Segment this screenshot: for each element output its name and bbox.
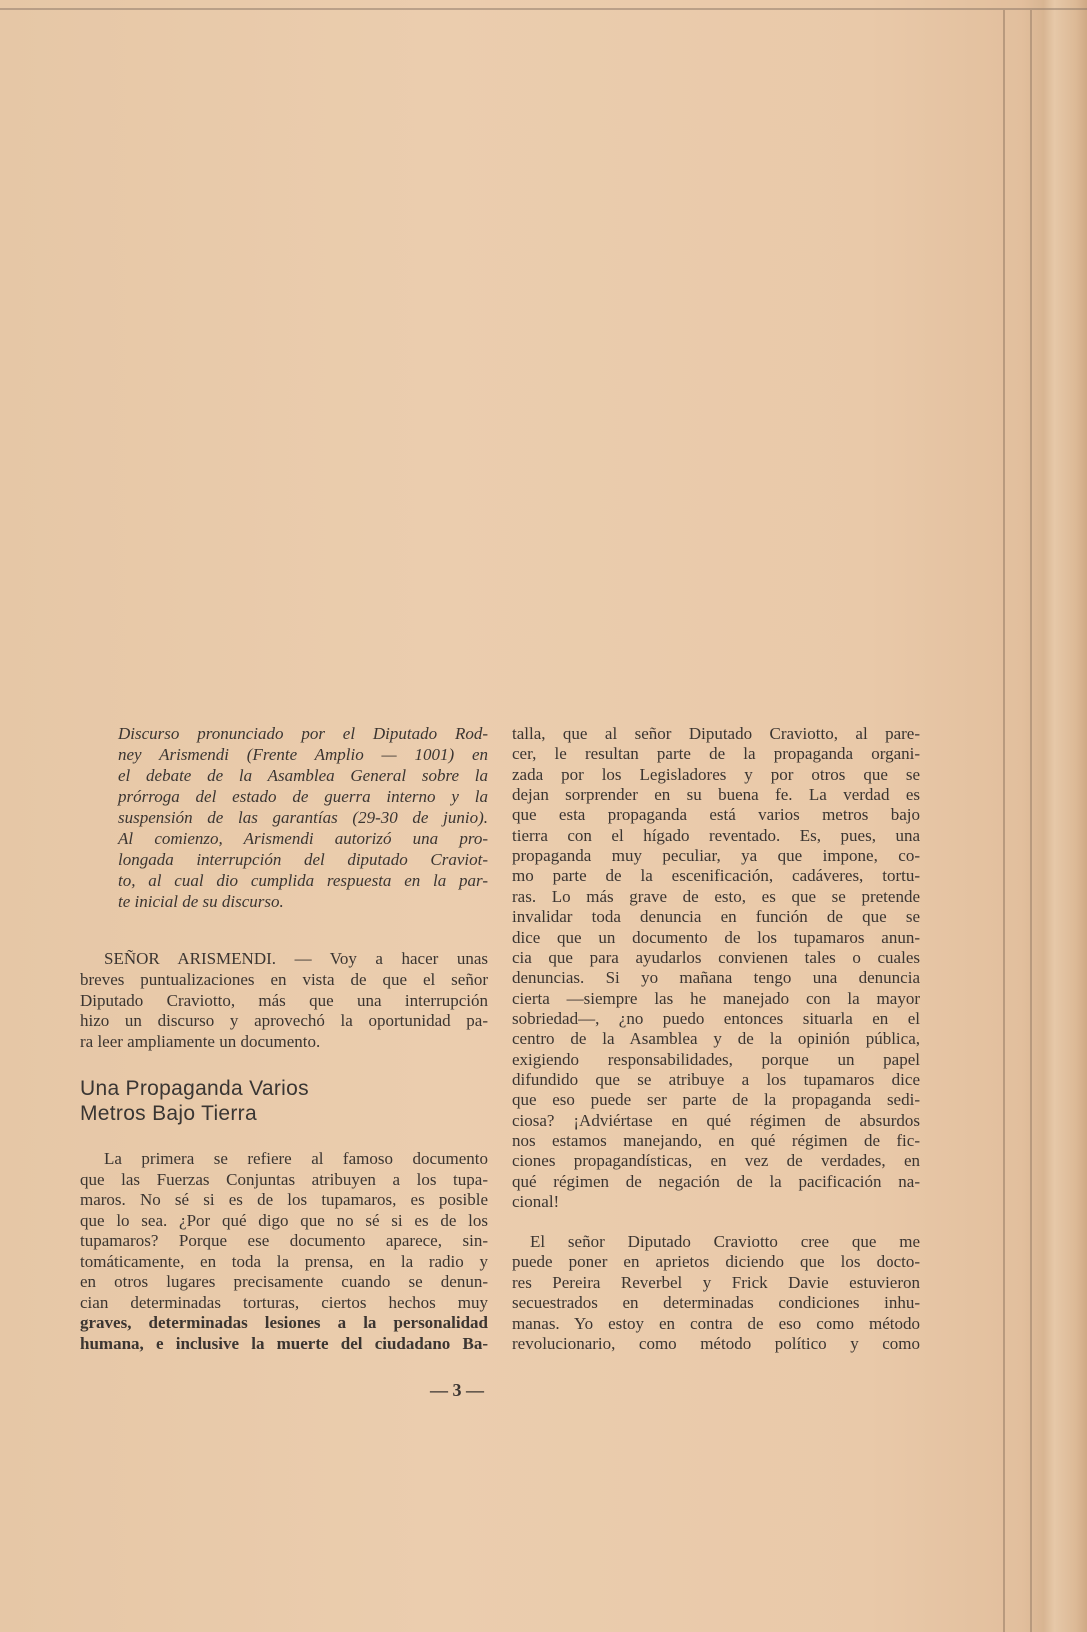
paragraph-line: SEÑOR ARISMENDI. — Voy a hacer unas	[104, 949, 488, 968]
paragraph-line: ciones propagandísticas, en vez de verdades, en	[512, 1151, 920, 1171]
paragraph-line: secuestrados en determinadas condiciones inhu-	[512, 1293, 920, 1313]
paragraph-line: en otros lugares precisamente cuando se denun-	[80, 1272, 488, 1291]
paragraph-line: cia que para ayudarlos convienen tales o cuales	[512, 947, 920, 967]
paragraph-line: nos estamos manejando, en qué régimen de fic-	[512, 1131, 920, 1150]
paragraph-line: sobriedad—, ¿no puedo entonces situarla en el	[512, 1008, 920, 1028]
paragraph-line: zada por los Legisladores y por otros que se	[512, 764, 920, 784]
intro-line: Al comienzo, Arismendi autorizó una pro-	[118, 829, 488, 848]
paragraph-line: revolucionario, como método político y como	[512, 1334, 920, 1353]
paragraph-line: La primera se refiere al famoso documento	[104, 1149, 488, 1168]
paragraph-line: hizo un discurso y aprovechó la oportunidad pa-	[80, 1011, 488, 1031]
paragraph-line: que eso puede ser parte de la propaganda sedi-	[512, 1090, 920, 1110]
paragraph-line: ra leer ampliamente un documento.	[80, 1032, 321, 1052]
paragraph-line: difundido que se atribuye a los tupamaros dice	[512, 1069, 920, 1089]
section-heading-line-2: Metros Bajo Tierra	[80, 1102, 257, 1125]
paragraph-line: maros. No sé si es de los tupamaros, es posible	[80, 1190, 488, 1209]
paragraph-line: cian determinadas torturas, ciertos hechos muy	[80, 1292, 488, 1312]
paragraph-line: dejan sorprender en su buena fe. La verdad es	[512, 785, 920, 805]
paragraph-line: res Pereira Reverbel y Frick Davie estuvieron	[512, 1272, 920, 1292]
paragraph-line: mo parte de la escenificación, cadáveres, tortu-	[512, 866, 920, 886]
paragraph-line: cierta —siempre las he manejado con la mayor	[512, 988, 920, 1008]
paragraph-line: El señor Diputado Craviotto cree que me	[530, 1232, 920, 1251]
paragraph-line: tomáticamente, en toda la prensa, en la radio y	[80, 1251, 488, 1271]
paragraph-line: cer, le resultan parte de la propaganda organi-	[512, 744, 920, 764]
paragraph-line: humana, e inclusive la muerte del ciudadano Ba-	[80, 1333, 488, 1353]
intro-line: to, al cual dio cumplida respuesta en la par-	[118, 871, 488, 890]
section-heading-line-1: Una Propaganda Varios	[80, 1077, 309, 1100]
intro-line: te inicial de su discurso.	[118, 892, 284, 911]
intro-line: Discurso pronunciado por el Diputado Rod-	[118, 724, 488, 743]
paragraph-line: centro de la Asamblea y de la opinión pública,	[512, 1029, 920, 1049]
paragraph-line: manas. Yo estoy en contra de eso como método	[512, 1313, 920, 1333]
paragraph-line: qué régimen de negación de la pacificación na-	[512, 1171, 920, 1191]
paragraph-line: exigiendo responsabilidades, porque un papel	[512, 1049, 920, 1069]
intro-line: longada interrupción del diputado Craviot-	[118, 850, 488, 869]
intro-line: ney Arismendi (Frente Amplio — 1001) en	[118, 745, 488, 764]
paragraph-line: talla, que al señor Diputado Craviotto, al pare-	[512, 724, 920, 743]
paragraph-line: propaganda muy peculiar, ya que impone, co-	[512, 846, 920, 866]
page-stack-edge	[1030, 10, 1032, 1632]
paragraph-line: graves, determinadas lesiones a la personalidad	[80, 1313, 488, 1332]
paragraph-line: cional!	[512, 1192, 560, 1212]
intro-line: prórroga del estado de guerra interno y la	[118, 787, 488, 806]
intro-line: el debate de la Asamblea General sobre la	[118, 766, 488, 785]
paragraph-line: Diputado Craviotto, más que una interrupción	[80, 990, 488, 1010]
page-number: — 3 —	[430, 1380, 484, 1400]
paragraph-line: ciosa? ¡Adviértase en qué régimen de absurdos	[512, 1110, 920, 1130]
paragraph-line: que las Fuerzas Conjuntas atribuyen a los tupa-	[80, 1169, 488, 1189]
paragraph-line: puede poner en aprietos diciendo que los docto-	[512, 1252, 920, 1272]
intro-line: suspensión de las garantías (29-30 de junio).	[118, 808, 488, 827]
paragraph-line: que esta propaganda está varios metros bajo	[512, 805, 920, 825]
paragraph-line: invalidar toda denuncia en función de que se	[512, 907, 920, 927]
paragraph-line: tupamaros? Porque ese documento aparece, sin-	[80, 1231, 488, 1250]
paragraph-line: dice que un documento de los tupamaros anun-	[512, 927, 920, 947]
page-top-edge	[0, 8, 1087, 10]
paragraph-line: breves puntualizaciones en vista de que el señor	[80, 969, 488, 989]
paragraph-line: que lo sea. ¿Por qué digo que no sé si es de los	[80, 1210, 488, 1230]
paragraph-line: denuncias. Si yo mañana tengo una denuncia	[512, 968, 920, 988]
page-stack-edge	[1003, 10, 1005, 1632]
paragraph-line: ras. Lo más grave de esto, es que se pretende	[512, 886, 920, 906]
paragraph-line: tierra con el hígado reventado. Es, pues, una	[512, 825, 920, 845]
